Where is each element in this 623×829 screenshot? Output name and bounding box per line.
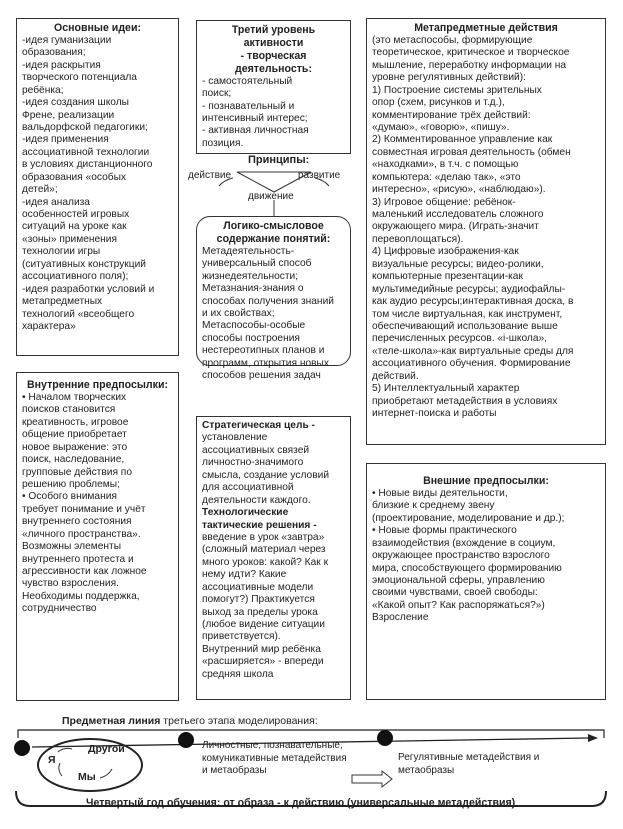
main-ideas-line: ассоциативного поля); bbox=[22, 271, 129, 283]
regulative-metaactions-line: Регулятивные метадействия и bbox=[398, 752, 540, 763]
personal-metaactions-line: Личностные, познавательные, bbox=[202, 740, 343, 751]
meta-actions-line: действий. bbox=[372, 370, 419, 382]
regulative-metaactions-text bbox=[398, 752, 598, 777]
strategic-goal-line: ассоциативных связей bbox=[202, 444, 310, 456]
tech-solutions-line: введение в урок «завтра» bbox=[202, 531, 325, 543]
tech-solutions-line: выход за пределы урока bbox=[202, 606, 318, 618]
main-ideas-line: ассоциативной технологии bbox=[22, 146, 150, 158]
outer-prerequisites-line: близкие к среднему звену bbox=[372, 500, 495, 512]
regulative-metaactions-line: метаобразы bbox=[398, 764, 455, 776]
logic-meaning-line: нестереотипных планов и bbox=[202, 345, 325, 357]
main-ideas-line: «зоны» применения bbox=[22, 233, 118, 245]
logic-meaning-title-line: Логико-смысловое bbox=[223, 220, 324, 232]
personal-metaactions-line: и метаобразы bbox=[202, 765, 267, 776]
outer-prerequisites-line: эмоциональной сферы, управлению bbox=[372, 574, 545, 586]
tech-solutions-line: (любое видение ситуации bbox=[202, 619, 325, 630]
main-ideas-line: -идея создания школы bbox=[22, 97, 129, 109]
inner-prerequisites-line: новое выражение: это bbox=[22, 441, 128, 453]
timeline-dot-3 bbox=[377, 730, 393, 746]
third-level-title-line: активности bbox=[243, 36, 304, 49]
meta-actions-line: интернет-поиска и работы bbox=[372, 408, 497, 420]
logic-meaning-line: Метазнания-знания о bbox=[202, 283, 304, 295]
meta-actions-line: визуальные ресурсы; видео-ролики, bbox=[372, 258, 544, 270]
meta-actions-line: совместная игровая деятельность (обмен bbox=[372, 146, 571, 158]
main-ideas-line: Френе, реализации bbox=[22, 109, 115, 121]
meta-actions-line: перевоплощаться). bbox=[372, 233, 464, 245]
subject-line-rest: третьего этапа моделирования: bbox=[160, 715, 318, 727]
inner-prerequisites-line: внутреннего состояния bbox=[22, 516, 132, 528]
inner-prerequisites-line: поисков становится bbox=[22, 404, 116, 416]
meta-actions-line: 5) Интеллектуальный характер bbox=[372, 383, 520, 395]
inner-prerequisites-line: общение приобретает bbox=[22, 429, 127, 441]
tech-solutions-line: ассоциативные модели bbox=[202, 581, 314, 593]
main-ideas-line: метапредметных bbox=[22, 296, 103, 308]
main-ideas-line: вальдорфской педагогики; bbox=[22, 121, 148, 133]
meta-actions-line: «думаю», «говорю», «пишу». bbox=[372, 121, 510, 133]
logic-meaning-line: способах получения знаний bbox=[202, 295, 334, 307]
strategic-goal-line: деятельности каждого. bbox=[202, 494, 311, 506]
third-level-line: - познавательный и bbox=[202, 100, 295, 112]
third-level-line: - самостоятельный bbox=[202, 75, 293, 87]
logic-meaning-line: способы построения bbox=[202, 332, 300, 344]
inner-prerequisites-line: чувство взросления. bbox=[22, 578, 119, 590]
meta-actions-line: интересно», «рисую», «наблюдаю»). bbox=[372, 184, 546, 196]
main-ideas-line: характера» bbox=[22, 320, 76, 332]
meta-actions-line: уровне регулятивных действий): bbox=[372, 72, 526, 84]
tech-solutions-line: нему идти? Какие bbox=[202, 569, 287, 581]
logic-meaning-title-line: содержание понятий: bbox=[216, 232, 331, 245]
meta-actions-line: 4) Цифровые изображения-как bbox=[372, 246, 519, 258]
third-level-title-line: деятельность: bbox=[235, 62, 312, 75]
meta-actions-line: обеспечивающий использование выше bbox=[372, 320, 558, 332]
timeline-dot-1 bbox=[14, 740, 30, 756]
meta-actions-line: приобретают метадействия в условиях bbox=[372, 395, 558, 407]
meta-actions-line: маленький исследователь сложного bbox=[372, 209, 544, 221]
strategic-goal-line: личностно-значимого bbox=[202, 457, 304, 469]
meta-actions-line: мультимедийные ресурсы; аудиофайлы- bbox=[372, 283, 566, 295]
meta-actions-line: ассоциативного обучения. Формирование bbox=[372, 358, 571, 370]
principles-label: Принципы: bbox=[248, 154, 310, 166]
meta-actions-title: Метапредметные действия bbox=[414, 22, 558, 34]
logic-meaning-line: Метаспособы-особые bbox=[202, 320, 306, 332]
meta-actions-line: компьютерные презентации-как bbox=[372, 271, 523, 283]
tech-solutions-line: Внутренний мир ребёнка bbox=[202, 643, 321, 655]
tech-solutions-line: много уроков: какой? Как к bbox=[202, 556, 329, 568]
principles-triangle bbox=[237, 172, 311, 192]
main-ideas-line: -идея анализа bbox=[22, 196, 90, 208]
inner-prerequisites-line: требует понимание и учёт bbox=[22, 503, 146, 515]
inner-prerequisites-line: Возможны элементы bbox=[22, 541, 122, 553]
third-level-line: интенсивный интерес; bbox=[202, 113, 308, 124]
fourth-year-caption: Четвертый год обучения: от образа - к действию (универсальные метадействия) bbox=[86, 797, 516, 809]
main-ideas-line: -идея применения bbox=[22, 134, 109, 146]
subject-line-bold: Предметная линия bbox=[62, 715, 161, 727]
meta-actions-line: «теле-школа»-как виртуальные среды для bbox=[372, 345, 574, 357]
main-ideas-line: -идея разработки условий и bbox=[22, 283, 155, 295]
timeline-dot-2 bbox=[178, 732, 194, 748]
inner-prerequisites-line: • Началом творческих bbox=[22, 391, 127, 403]
principle-development: развитие bbox=[298, 170, 341, 181]
label-other: Другой bbox=[88, 743, 125, 755]
strategic-goal-title: Стратегическая цель - bbox=[202, 420, 315, 431]
third-level-title-line: - творческая bbox=[240, 49, 307, 62]
meta-actions-line: 2) Комментированное управление как bbox=[372, 134, 553, 146]
inner-prerequisites-line: поиск, наследование, bbox=[22, 454, 125, 466]
main-ideas-title: Основные идеи: bbox=[54, 22, 141, 34]
principle-action: действие bbox=[188, 170, 232, 181]
logic-meaning-line: способов решения задач bbox=[202, 370, 321, 382]
main-ideas-line: творческого потенциала bbox=[22, 72, 137, 84]
meta-actions-line: компьютера: «делаю так», «это bbox=[372, 171, 521, 183]
meta-actions-line: 3) Игровое общение: ребёнок- bbox=[372, 196, 516, 208]
strategic-goal-line: для ассоциативной bbox=[202, 482, 294, 494]
strategic-goal-line: установление bbox=[202, 432, 268, 444]
main-ideas-line: технологии игры bbox=[22, 246, 101, 258]
meta-actions-line: 1) Построение системы зрительных bbox=[372, 84, 542, 96]
logic-meaning-line: программ, открытия новых bbox=[202, 357, 329, 369]
main-ideas-line: в условиях дистанционного bbox=[22, 159, 153, 171]
inner-prerequisites-line: Необходимы поддержка, bbox=[22, 590, 140, 602]
inner-prerequisites-line: «личного пространства». bbox=[22, 528, 141, 540]
tech-solutions-line: приветствуется). bbox=[202, 631, 281, 643]
outer-prerequisites-line: • Новые формы практического bbox=[372, 525, 517, 537]
tech-solutions-title-line: Технологические bbox=[202, 507, 289, 519]
meta-actions-line: том числе виртуальная, как инструмент, bbox=[372, 308, 563, 320]
label-ya: Я bbox=[48, 754, 56, 766]
tech-solutions-line: средняя школа bbox=[202, 668, 274, 680]
outer-prerequisites-line: окружающее пространство взрослого bbox=[372, 550, 550, 562]
personal-metaactions-line: комуникативные метадействия bbox=[202, 752, 347, 764]
meta-actions-line: перечисленных ресурсов. «i-школа», bbox=[372, 333, 548, 345]
inner-prerequisites-line: внутреннего протеста и bbox=[22, 553, 134, 565]
meta-actions-line: как аудио ресурсы;интерактивная доска, в bbox=[372, 296, 574, 308]
main-ideas-line: ситуаций на уроке как bbox=[22, 221, 127, 233]
main-ideas-line: особенностей игровых bbox=[22, 209, 130, 221]
logic-meaning-line: и их свойствах; bbox=[202, 308, 275, 320]
inner-prerequisites-line: агрессивности как ложное bbox=[22, 566, 147, 578]
outer-prerequisites-title: Внешние предпосылки: bbox=[423, 475, 549, 487]
third-level-line: - активная личностная bbox=[202, 125, 309, 137]
outer-prerequisites-line: мира, способствующего формированию bbox=[372, 562, 562, 574]
main-ideas-line: детей»; bbox=[22, 184, 58, 196]
third-level-line: поиск; bbox=[202, 88, 232, 100]
outer-prerequisites-line: «Какой опыт? Как распоряжаться?») bbox=[372, 599, 545, 611]
outer-prerequisites-line: (проектирование, моделирование и др.); bbox=[372, 512, 565, 524]
main-ideas-line: (ситуативных конструкций bbox=[22, 258, 146, 270]
third-level-title-line: Третий уровень bbox=[231, 24, 316, 36]
tech-solutions-line: «расширяется» - впереди bbox=[202, 656, 324, 668]
main-ideas-line: образования «особых bbox=[22, 171, 127, 183]
tech-solutions-title-line: тактические решения - bbox=[202, 519, 317, 531]
personal-metaactions-text bbox=[202, 740, 372, 778]
main-ideas-line: ребёнка; bbox=[22, 84, 64, 96]
meta-actions-line: теоретическое, критическое и творческое bbox=[372, 47, 570, 59]
outer-prerequisites-line: своими чувствами, своей свободы: bbox=[372, 587, 538, 599]
main-ideas-line: технологий «всеобщего bbox=[22, 308, 135, 320]
tech-solutions-line: (сложный материал через bbox=[202, 544, 326, 556]
inner-prerequisites-line: • Особого внимания bbox=[22, 491, 117, 503]
inner-prerequisites-line: групповые действия по bbox=[22, 466, 132, 478]
inner-prerequisites-line: сотрудничество bbox=[22, 603, 97, 615]
principle-movement: движение bbox=[248, 191, 294, 202]
inner-prerequisites-line: решению проблемы; bbox=[22, 478, 120, 490]
logic-meaning-line: Метадеятельность- bbox=[202, 245, 295, 257]
logic-meaning-line: универсальный способ bbox=[202, 258, 312, 270]
outer-prerequisites-line: • Новые виды деятельности, bbox=[372, 487, 508, 499]
outer-prerequisites-line: Взросление bbox=[372, 612, 429, 624]
logic-meaning-line: жизнедеятельности; bbox=[202, 270, 299, 282]
meta-actions-line: мышление, переработку информации на bbox=[372, 59, 567, 71]
meta-actions-line: окружающего мира. (Играть-значит bbox=[372, 221, 539, 233]
subject-line-caption bbox=[62, 715, 318, 728]
outer-prerequisites-line: взаимодействия (вхождение в социум, bbox=[372, 537, 556, 549]
main-ideas-line: образования; bbox=[22, 47, 86, 59]
inner-prerequisites-title: Внутренние предпосылки: bbox=[27, 379, 168, 391]
meta-actions-line: комментирование трёх действий: bbox=[372, 109, 531, 121]
subject-bracket bbox=[18, 730, 604, 738]
timeline-arrowhead bbox=[588, 734, 598, 742]
meta-actions-line: опор (схем, рисунков и т.д.), bbox=[372, 97, 505, 109]
main-ideas-line: -идея гуманизации bbox=[22, 34, 112, 46]
tech-solutions-line: помогут?) Практикуется bbox=[202, 594, 315, 606]
inner-prerequisites-line: креативность, игровое bbox=[22, 416, 129, 428]
third-level-line: позиция. bbox=[202, 137, 244, 149]
main-ideas-line: -идея раскрытия bbox=[22, 59, 101, 71]
label-we: Мы bbox=[78, 771, 96, 783]
strategic-goal-line: смысла, создание условий bbox=[202, 469, 330, 481]
meta-actions-line: «находками», в т.ч. с помощью bbox=[372, 159, 519, 171]
meta-actions-line: (это метаспособы, формирующие bbox=[372, 34, 533, 46]
